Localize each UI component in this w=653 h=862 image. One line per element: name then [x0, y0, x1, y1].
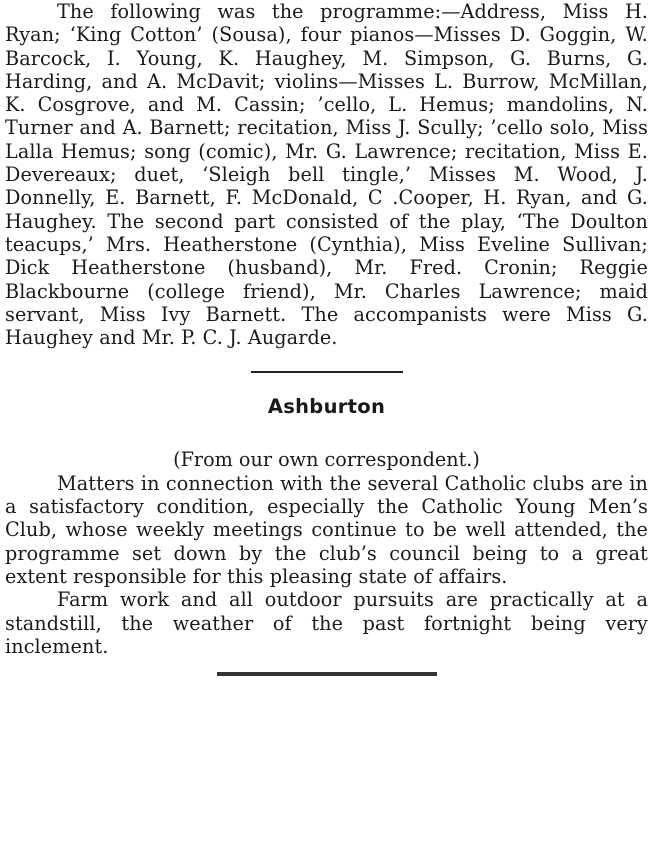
correspondent-byline: (From our own correspondent.) — [173, 448, 480, 472]
section-divider — [251, 371, 403, 373]
end-divider — [217, 672, 437, 676]
body-paragraph: Farm work and all outdoor pursuits are practically at a standstill, the weather of the past fortnight being very inclement. — [5, 588, 648, 658]
section-heading: Ashburton — [267, 395, 386, 419]
programme-paragraph: The following was the programme:—Address, Miss H. Ryan; ‘King Cotton’ (Sousa), four pianos—Misses D. Goggin, W. Barcock, I. Young, K. Haughey, M. Simpson, G. Burns, G. Harding, and A. McDavit; violins—Misses L. Burrow, McMillan, K. Cosgrove, and M. Cassin; ’cello, L. Hemus; mandolins, N. Turner and A. Barnett; recitation, Miss J. Scully; ’cello solo, Miss Lalla Hemus; song (comic), Mr. G. Lawrence; recitation, Miss E. Devereaux; duet, ‘Sleigh bell tingle,’ Misses M. Wood, J. Donnelly, E. Barnett, F. McDonald, C .Cooper, H. Ryan, and G. Haughey. The second part consisted of the play, ‘The Doulton teacups,’ Mrs. Heatherstone (Cynthia), Miss Eveline Sullivan; Dick Heatherstone (husband), Mr. Fred. Cronin; Reggie Blackbourne (college friend), Mr. Charles Lawrence; maid servant, Miss Ivy Barnett. The accompanists were Miss G. Haughey and Mr. P. C. J. Augarde. — [5, 0, 648, 350]
body-paragraph: Matters in connection with the several Catholic clubs are in a satisfactory condition, especially the Catholic Young Men’s Club, whose weekly meetings continue to be well attended, the programme set down by the club’s council being to a great extent responsible for this pleasing state of affairs. — [5, 471, 648, 588]
